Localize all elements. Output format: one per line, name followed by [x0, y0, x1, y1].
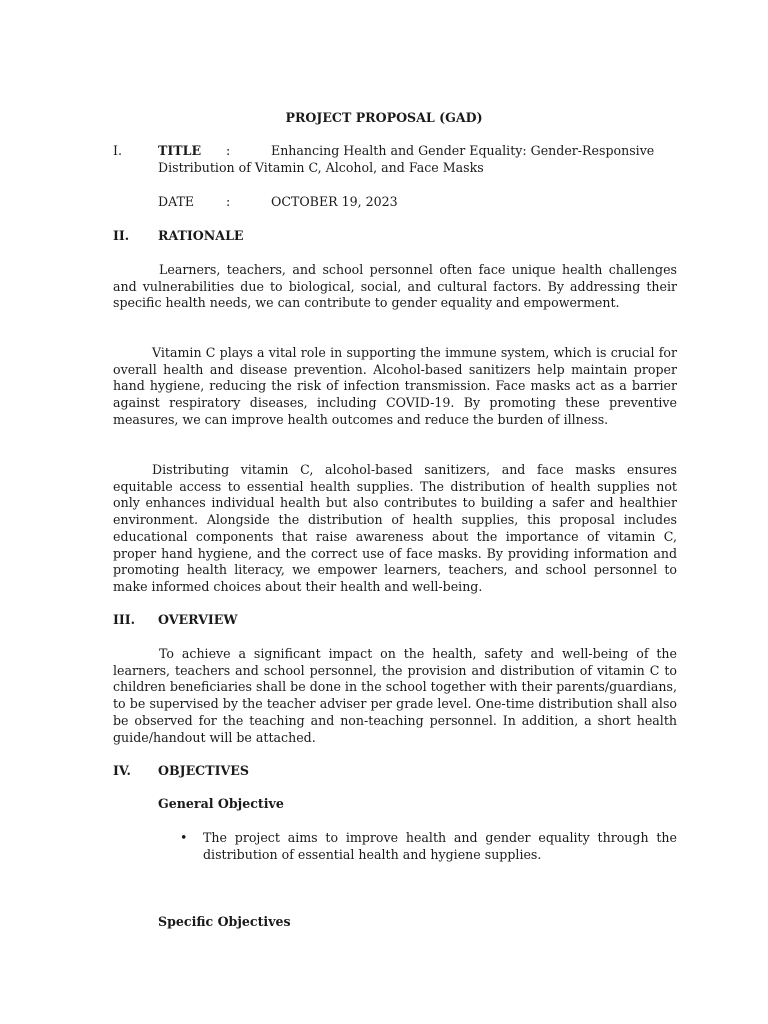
title-value-line1: Enhancing Health and Gender Equality: Gender-Responsive	[271, 143, 655, 158]
overview-heading: OVERVIEW	[158, 612, 238, 627]
section-number-overview: III.	[113, 612, 136, 627]
overview-paragraph	[113, 646, 677, 746]
rationale-paragraph-2	[113, 345, 677, 429]
section-number-rationale: II.	[113, 228, 130, 243]
document-title: PROJECT PROPOSAL (GAD)	[285, 110, 483, 125]
title-label: TITLE	[158, 143, 202, 158]
rationale-paragraph-1	[113, 262, 677, 312]
date-label: DATE	[158, 194, 195, 209]
objectives-heading: OBJECTIVES	[158, 763, 249, 778]
section-number-title: I.	[113, 143, 122, 158]
rationale-paragraph-1-text: Learners, teachers, and school personnel often face unique health challenges and vulnerabilities due to biological, social, and cultural factors. By addressing their specific health needs, we can contribute to gender equality and empowerment.	[113, 262, 677, 311]
date-value: OCTOBER 19, 2023	[271, 194, 398, 209]
rationale-paragraph-3	[113, 462, 677, 596]
bullet-marker: •	[180, 830, 188, 845]
overview-paragraph-text: To achieve a significant impact on the health, safety and well-being of the learners, teachers and school personnel, the provision and distribution of vitamin C to children beneficiaries shall be done in the school together with their parents/guardians, to be supervised by the teacher adviser per grade level. One-time distribution shall also be observed for the teaching and non-teaching personnel. In addition, a short health guide/handout will be attached.	[113, 646, 677, 745]
general-objective-item: The project aims to improve health and gender equality through the distribution of essential health and hygiene supplies.	[203, 830, 677, 862]
section-number-objectives: IV.	[113, 763, 131, 778]
title-value-line2: Distribution of Vitamin C, Alcohol, and Face Masks	[158, 160, 484, 175]
general-objective-heading: General Objective	[158, 796, 284, 811]
rationale-heading: RATIONALE	[158, 228, 244, 243]
date-colon: :	[226, 194, 231, 209]
title-colon: :	[226, 143, 231, 158]
rationale-paragraph-3-text: Distributing vitamin C, alcohol-based sanitizers, and face masks ensures equitable access to essential health supplies. The distribution of health supplies not only enhances individual health but also contributes to building a safer and healthier environment. Alongside the distribution of health supplies, this proposal includes educational components that raise awareness about the importance of vitamin C, proper hand hygiene, and the correct use of face masks. By providing information and promoting health literacy, we empower learners, teachers, and school personnel to make informed choices about their health and well-being.	[113, 462, 677, 594]
specific-objectives-heading: Specific Objectives	[158, 914, 291, 929]
rationale-paragraph-2-text: Vitamin C plays a vital role in supporting the immune system, which is crucial for overall health and disease prevention. Alcohol-based sanitizers help maintain proper hand hygiene, reducing the risk of infection transmission. Face masks act as a barrier against respiratory diseases, including COVID-19. By promoting these preventive measures, we can improve health outcomes and reduce the burden of illness.	[113, 345, 677, 427]
